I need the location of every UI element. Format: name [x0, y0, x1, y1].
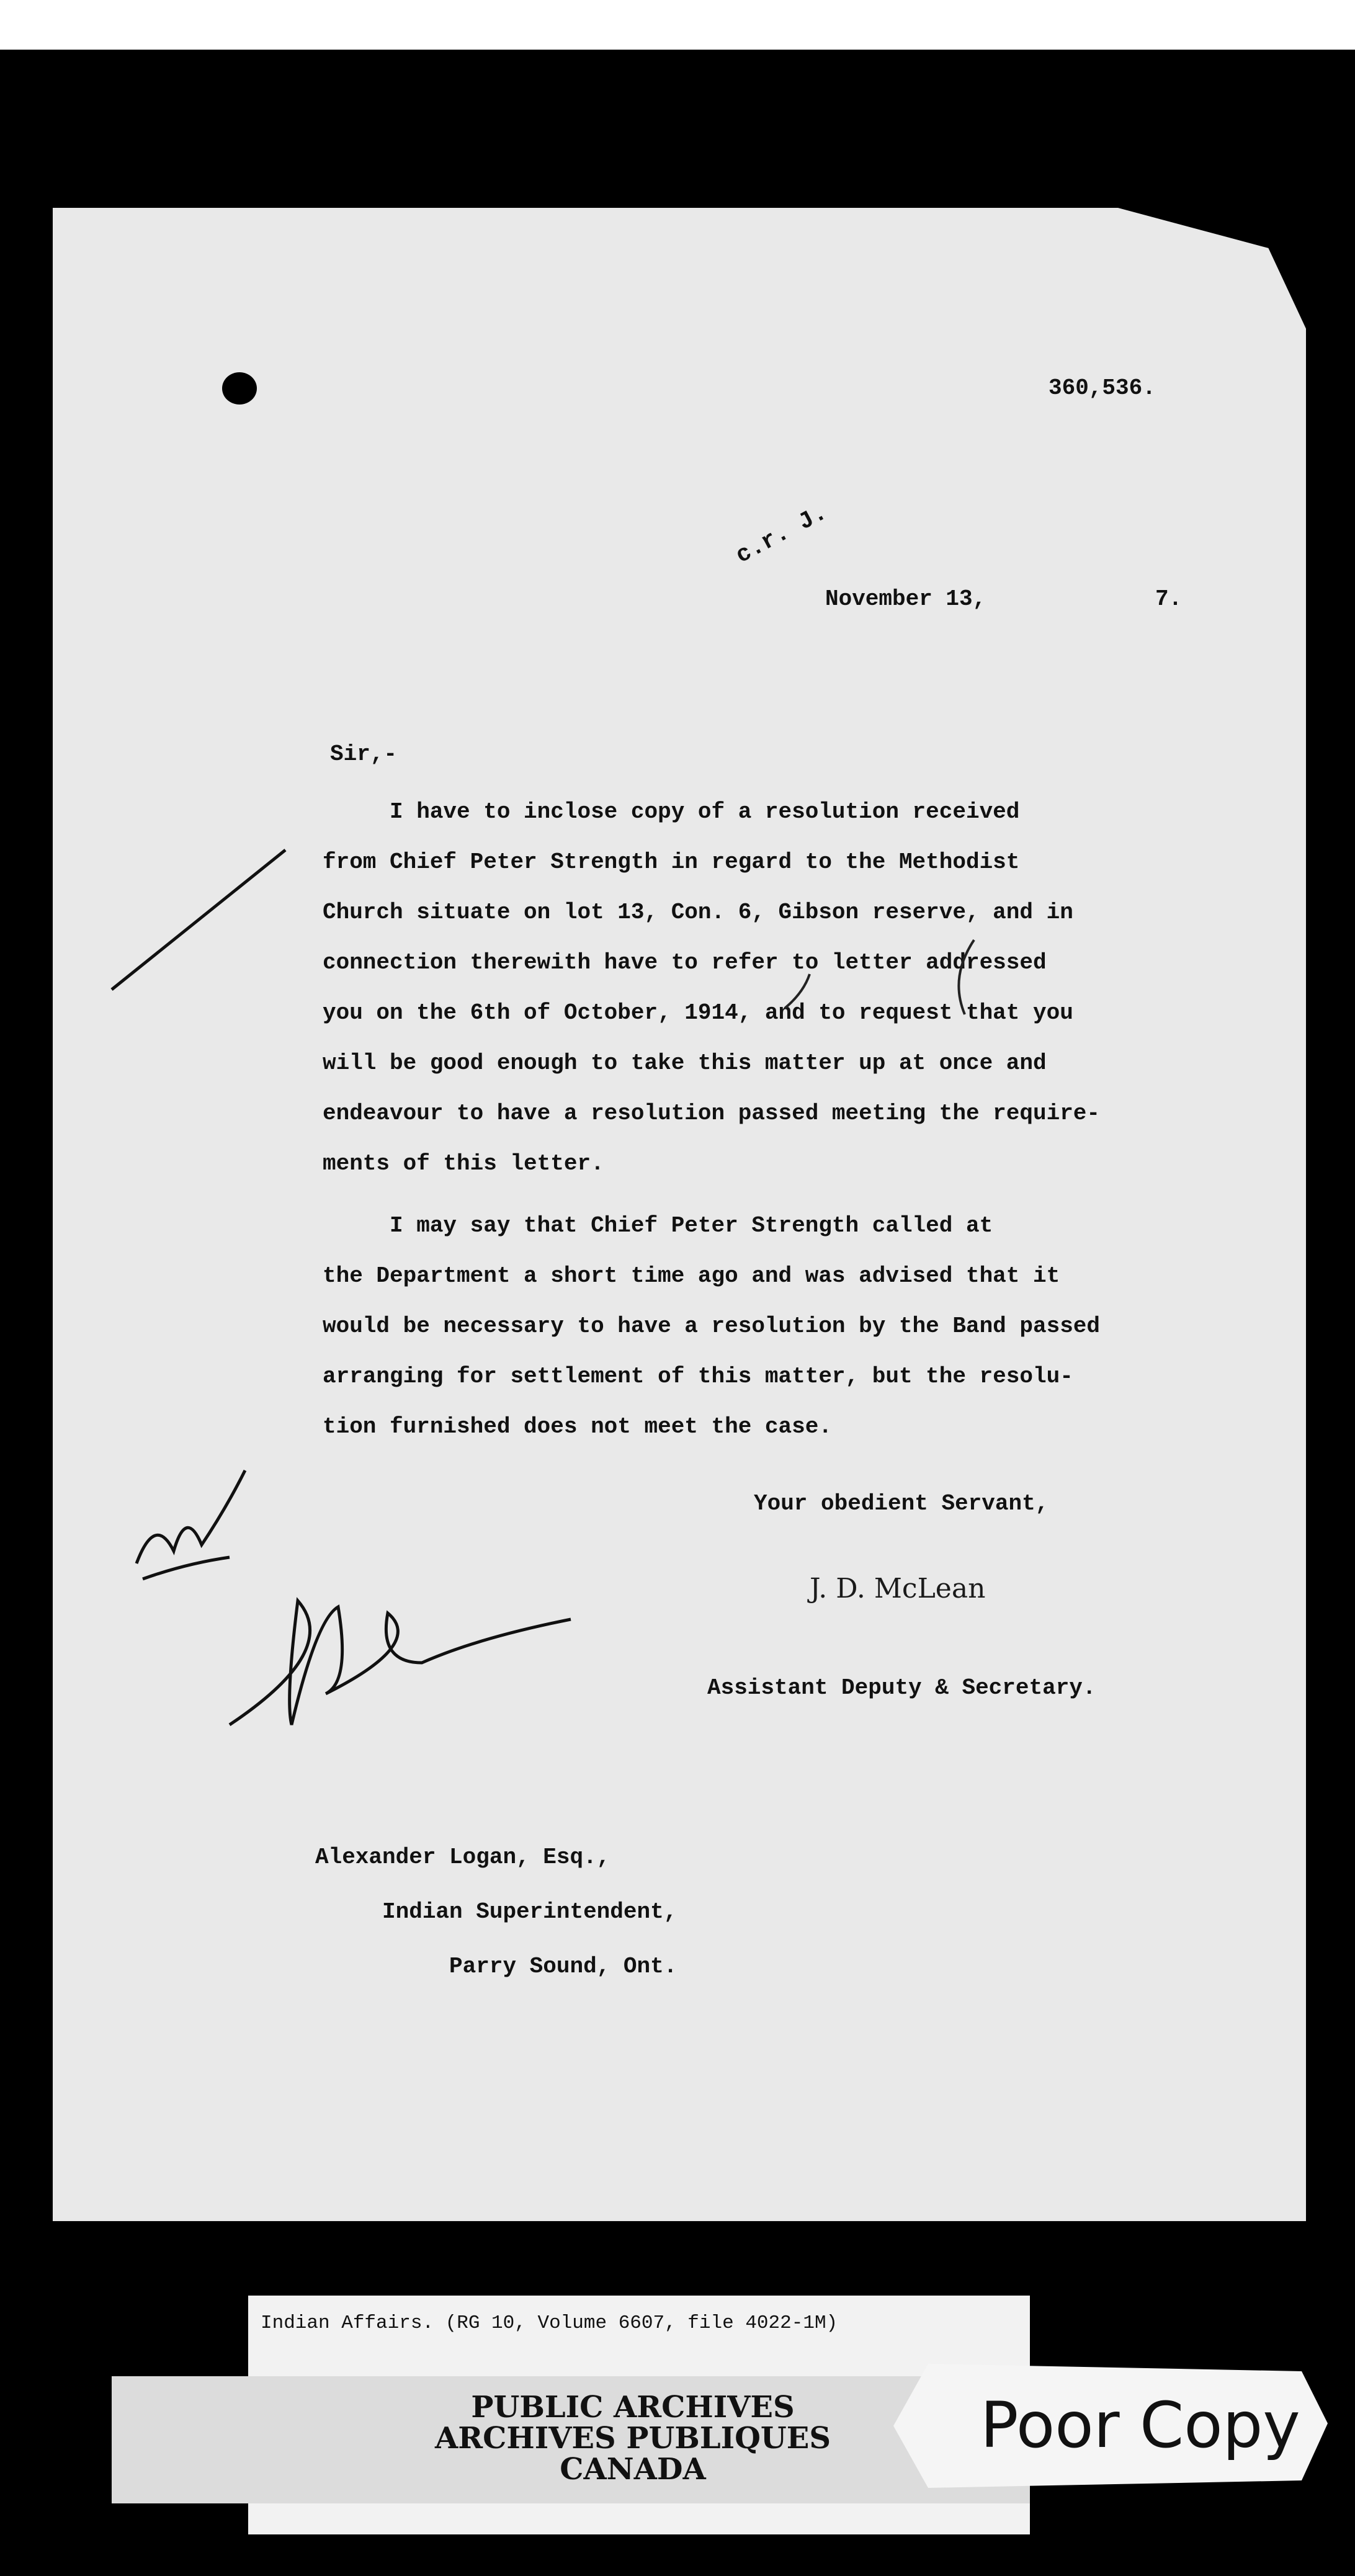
- address-line: Alexander Logan, Esq.,: [315, 1845, 610, 1870]
- body-line: endeavour to have a resolution passed meeting the require-: [323, 1101, 1101, 1126]
- address-line: Indian Superintendent,: [315, 1899, 678, 1925]
- margin-slash-mark: [112, 850, 285, 990]
- body-line: from Chief Peter Strength in regard to the Methodist: [323, 849, 1020, 875]
- salutation: Sir,-: [330, 741, 398, 767]
- pencil-check-marks: [785, 940, 974, 1014]
- address-line: Parry Sound, Ont.: [315, 1954, 678, 1979]
- archive-reference-label: [248, 2296, 1030, 2382]
- body-line: will be good enough to take this matter up at once and: [323, 1050, 1047, 1076]
- handwritten-signature-scrawl: [230, 1601, 571, 1725]
- body-line: I have to inclose copy of a resolution received: [323, 799, 1020, 825]
- body-line: Church situate on lot 13, Con. 6, Gibson reserve, and in: [323, 900, 1073, 925]
- body-line: the Department a short time ago and was advised that it: [323, 1263, 1060, 1289]
- body-line: ments of this letter.: [323, 1151, 604, 1176]
- body-line: would be necessary to have a resolution by the Band passed: [323, 1313, 1101, 1339]
- signature-name-stamp: J. D. McLean: [810, 1573, 986, 1604]
- body-line: I may say that Chief Peter Strength called at: [323, 1213, 993, 1238]
- body-line: connection therewith have to refer to letter addressed: [323, 950, 1047, 975]
- letter-date: November 13,: [825, 586, 986, 612]
- archive-stamp-line: ARCHIVES PUBLIQUES: [435, 2421, 831, 2456]
- letter-year-fragment: 7.: [1155, 586, 1183, 612]
- body-line: tion furnished does not meet the case.: [323, 1414, 832, 1439]
- archive-reference: Indian Affairs. (RG 10, Volume 6607, file 4022-1M): [261, 2312, 838, 2334]
- archive-stamp-line: CANADA: [560, 2452, 706, 2487]
- closing: Your obedient Servant,: [754, 1491, 1049, 1516]
- reference-number: 360,536.: [1049, 375, 1156, 401]
- archive-label-bottom: [248, 2503, 1030, 2534]
- signature-title: Assistant Deputy & Secretary.: [707, 1675, 1096, 1701]
- poor-copy-text: Poor Copy: [980, 2389, 1300, 2462]
- stamp-mark: c.r. J.: [731, 499, 832, 570]
- handwritten-initials: [136, 1470, 245, 1579]
- body-line: you on the 6th of October, 1914, and to request that you: [323, 1000, 1073, 1026]
- body-line: arranging for settlement of this matter, but the resolu-: [323, 1364, 1073, 1389]
- archive-stamp-line: PUBLIC ARCHIVES: [471, 2390, 795, 2425]
